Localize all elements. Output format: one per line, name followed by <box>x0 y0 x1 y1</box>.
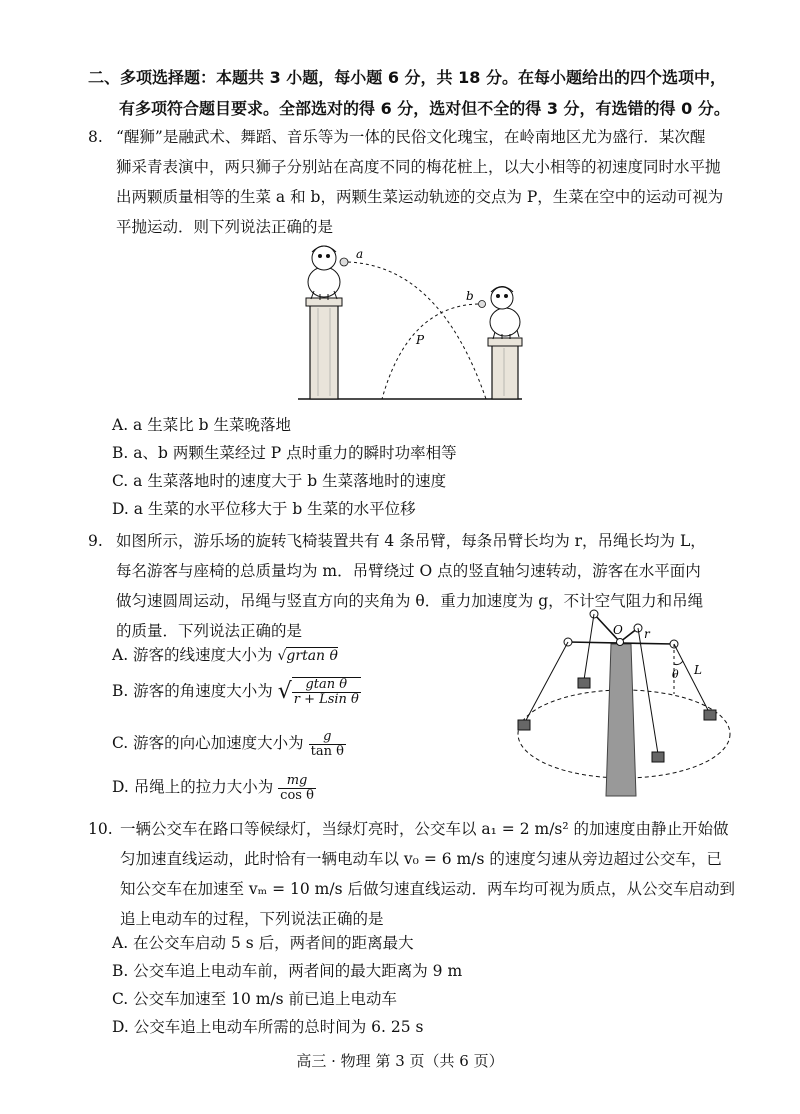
option-10C: C. 公交车加速至 10 m/s 前已追上电动车 <box>112 990 398 1008</box>
section-header-line1: 二、多项选择题：本题共 3 小题，每小题 6 分，共 18 分。在每小题给出的四个选项中， <box>88 68 726 87</box>
option-8C: C. a 生菜落地时的速度大于 b 生菜落地时的速度 <box>112 472 447 490</box>
option-9B: B. 游客的角速度大小为 √ $\frac{\text{gtan θ}}{\text{r + Lsin θ}}$ <box>112 677 359 707</box>
question-number: 8. <box>88 128 103 146</box>
section-header <box>88 62 778 124</box>
option-9D: D. 吊绳上的拉力大小为 $\frac{mg}{\text{cos θ}}$ <box>112 772 314 803</box>
question-text-line: 出两颗质量相等的生菜 a 和 b，两颗生菜运动轨迹的交点为 P，生菜在空中的运动可视为 <box>116 188 724 206</box>
question-text-line: 如图所示，游乐场的旋转飞椅装置共有 4 条吊臂，每条吊臂长均为 r，吊绳长均为 L， <box>116 532 706 550</box>
fraction: $\frac{mg}{\text{cos θ}}$ <box>280 772 314 803</box>
fraction: $\frac{g}{\text{tan θ}}$ <box>310 728 344 759</box>
left-lion-icon <box>308 246 348 300</box>
right-pillar <box>492 344 518 399</box>
label-L: L <box>694 663 702 677</box>
question-10 <box>88 814 738 934</box>
left-pillar <box>310 304 338 399</box>
page-footer: 高三 · 物理 第 3 页（共 6 页） <box>296 1052 504 1070</box>
right-lion-icon <box>479 287 521 340</box>
option-10B: B. 公交车追上电动车前，两者间的最大距离为 9 m <box>112 962 463 980</box>
question-text-line: 一辆公交车在路口等候绿灯，当绿灯亮时，公交车以 a₁ = 2 m/s² 的加速度由静止开始做 <box>120 820 729 838</box>
question-text-line: 的质量．下列说法正确的是 <box>116 622 303 640</box>
question-number: 10. <box>88 820 113 838</box>
question-text-line: 狮采青表演中，两只狮子分别站在高度不同的梅花桩上，以大小相等的初速度同时水平抛 <box>116 158 721 176</box>
option-9C: C. 游客的向心加速度大小为 $\frac{g}{\text{tan θ}}$ <box>112 728 344 759</box>
label-r: r <box>644 627 650 641</box>
label-P: P <box>416 333 425 347</box>
question-text-line: 知公交车在加速至 vₘ = 10 m/s 后做匀速直线运动．两车均可视为质点，从公交车启动到 <box>120 880 735 898</box>
swing-ride-figure <box>498 604 738 800</box>
question-text-line: 匀加速直线运动，此时恰有一辆电动车以 v₀ = 6 m/s 的速度匀速从旁边超过公交车，已 <box>120 850 722 868</box>
central-pole <box>606 644 636 796</box>
question-text-line: 追上电动车的过程，下列说法正确的是 <box>120 910 384 928</box>
option-10D: D. 公交车追上电动车所需的总时间为 6. 25 s <box>112 1018 424 1036</box>
label-b: b <box>466 289 474 303</box>
question-text-line: 每名游客与座椅的总质量均为 m．吊臂绕过 O 点的竖直轴匀速转动，游客在水平面内 <box>116 562 701 580</box>
question-8 <box>88 122 728 242</box>
section-header-line2: 有多项符合题目要求。全部选对的得 6 分，选对但不全的得 3 分，有选错的得 0 分。 <box>119 99 730 118</box>
label-theta: θ <box>672 668 679 681</box>
option-10A: A. 在公交车启动 5 s 后，两者间的距离最大 <box>112 934 414 952</box>
option-8B: B. a、b 两颗生菜经过 P 点时重力的瞬时功率相等 <box>112 444 457 462</box>
question-number: 9. <box>88 532 103 550</box>
question-text-line: “醒狮”是融武术、舞蹈、音乐等为一体的民俗文化瑰宝，在岭南地区尤为盛行．某次醒 <box>116 128 706 146</box>
sqrt-expression: √grtan θ <box>277 648 338 664</box>
sqrt-expression: √ $\frac{\text{gtan θ}}{\text{r + Lsin θ}}$ <box>277 677 359 707</box>
label-O: O <box>613 623 623 637</box>
option-8D: D. a 生菜的水平位移大于 b 生菜的水平位移 <box>112 500 416 518</box>
option-8A: A. a 生菜比 b 生菜晚落地 <box>112 416 291 434</box>
option-9A: A. 游客的线速度大小为 √grtan θ <box>112 640 338 671</box>
label-a: a <box>356 247 364 261</box>
question-text-line: 做匀速圆周运动，吊绳与竖直方向的夹角为 θ．重力加速度为 g，不计空气阻力和吊绳 <box>116 592 704 610</box>
question-text-line: 平抛运动．则下列说法正确的是 <box>116 218 334 236</box>
lion-dance-figure <box>290 236 530 406</box>
trajectory-b <box>382 304 478 399</box>
